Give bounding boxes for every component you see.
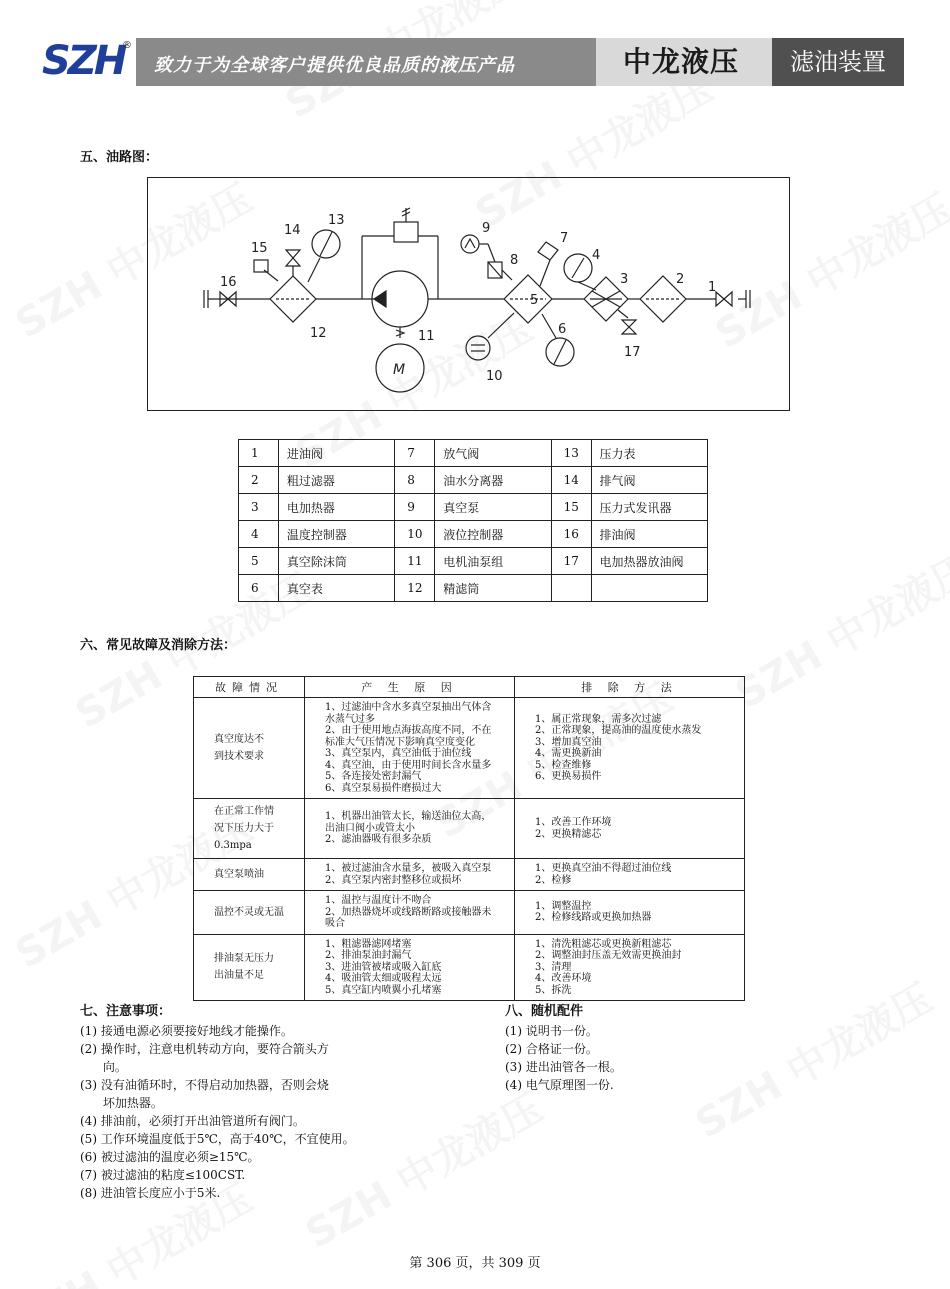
- accessory-item: (3) 进出油管各一根。: [505, 1060, 622, 1074]
- fault-header-symptom: 故障情况: [194, 677, 305, 698]
- fault-row: [194, 891, 745, 935]
- diagram-label-15: 15: [251, 241, 268, 256]
- fault-cause-line: 5、真空缸内喷翼小孔堵塞: [325, 984, 442, 996]
- legend-label: 真空表: [278, 575, 394, 602]
- legend-number: 8: [395, 467, 435, 494]
- legend-label: 真空除沫筒: [278, 548, 394, 575]
- fault-symptom-line: 况下压力大于: [214, 823, 274, 834]
- note-item: 向。: [80, 1060, 127, 1074]
- diagram-label-4: 4: [592, 248, 601, 263]
- legend-number: 2: [239, 467, 279, 494]
- fault-symptom: [194, 934, 305, 1001]
- legend-row: [239, 440, 708, 467]
- legend-label: 排气阀: [591, 467, 707, 494]
- fault-fix: [515, 891, 745, 935]
- fault-cause-line: 4、吸油管太细或吸程太远: [325, 973, 442, 984]
- legend-number: 9: [395, 494, 435, 521]
- fault-header-cause: 产 生 原 因: [305, 677, 515, 698]
- company-name: 中龙液压: [596, 38, 766, 86]
- fault-fix-line: 1、属正常现象，需多次过滤: [535, 713, 662, 725]
- note-item: (3) 没有油循环时，不得启动加热器，否则会烧: [80, 1078, 329, 1092]
- fault-row: [194, 859, 745, 891]
- header-banner: [136, 38, 904, 86]
- diagram-label-7: 7: [560, 231, 569, 246]
- circuit-svg: [148, 178, 791, 412]
- note-item: (6) 被过滤油的温度必须≥15℃。: [80, 1150, 260, 1164]
- diagram-label-10: 10: [486, 369, 503, 384]
- legend-label: 放气阀: [435, 440, 551, 467]
- legend-label: 温度控制器: [278, 521, 394, 548]
- fault-cause-line: 2、排油泵油封漏气: [325, 950, 412, 961]
- logo-text: SZH: [42, 38, 125, 84]
- accessory-item: (2) 合格证一份。: [505, 1042, 598, 1056]
- legend-label: 液位控制器: [435, 521, 551, 548]
- notes-list: [80, 1022, 410, 1202]
- fault-cause: [305, 698, 515, 799]
- page-footer: 第 306 页，共 309 页: [409, 1256, 541, 1271]
- diagram-label-3: 3: [620, 272, 629, 287]
- fault-cause-line: 3、进油管被堵或吸入缸底: [325, 961, 442, 973]
- legend-label: 电加热器放油阀: [591, 548, 707, 575]
- fault-fix-line: 5、检查维修: [535, 759, 592, 771]
- fault-cause: [305, 799, 515, 859]
- fault-cause: [305, 859, 515, 891]
- legend-label: 电加热器: [278, 494, 394, 521]
- legend-number: 5: [239, 548, 279, 575]
- fault-cause: [305, 934, 515, 1001]
- diagram-label-2: 2: [676, 272, 685, 287]
- fault-cause-line: 1、机器出油管太长，输送油位太高，: [325, 811, 492, 823]
- legend-number: 14: [551, 467, 591, 494]
- fault-symptom-line: 在正常工作情: [214, 806, 274, 817]
- company-logo: [42, 38, 132, 88]
- section-name: 滤油装置: [772, 38, 904, 86]
- fault-fix-line: 1、更换真空油不得超过油位线: [535, 863, 672, 874]
- fault-fix-line: 2、更换精滤芯: [535, 828, 602, 840]
- accessory-item: (1) 说明书一份。: [505, 1024, 598, 1038]
- diagram-label-13: 13: [328, 213, 345, 228]
- diagram-label-1: 1: [708, 280, 717, 295]
- fault-fix-line: 2、调整油封压盖无效需更换油封: [535, 950, 682, 961]
- fault-symptom-line: 出油量不足: [214, 970, 264, 982]
- fault-fix: [515, 859, 745, 891]
- legend-number: 1: [239, 440, 279, 467]
- fault-cause-line: 4、真空油，由于使用时间长含水量多: [325, 759, 492, 771]
- legend-row: [239, 467, 708, 494]
- legend-number: 12: [395, 575, 435, 602]
- fault-cause: [305, 891, 515, 935]
- fault-cause-line: 标准大气压情况下影响真空度变化: [325, 736, 475, 748]
- fault-fix-line: 1、改善工作环境: [535, 817, 612, 828]
- legend-number: 3: [239, 494, 279, 521]
- fault-symptom-line: 0.3mpa: [214, 840, 252, 851]
- fault-symptom-line: 排油泵无压力: [214, 953, 274, 965]
- note-item: (1) 接通电源必须要接好地线才能操作。: [80, 1024, 293, 1038]
- motor-label: M: [393, 362, 406, 378]
- note-item: 坏加热器。: [80, 1096, 163, 1110]
- fault-fix-line: 4、需更换新油: [535, 748, 602, 759]
- legend-number: 15: [551, 494, 591, 521]
- fault-cause-line: 2、加热器烧坏或线路断路或接触器未: [325, 906, 492, 918]
- diagram-label-14: 14: [284, 223, 301, 238]
- diagram-label-12: 12: [310, 326, 327, 341]
- section-title-faults: 六、常见故障及消除方法：: [80, 638, 237, 653]
- legend-label: 电机油泵组: [435, 548, 551, 575]
- legend-number: 4: [239, 521, 279, 548]
- legend-label: 进油阀: [278, 440, 394, 467]
- diagram-label-11: 11: [418, 329, 435, 344]
- legend-number: 11: [395, 548, 435, 575]
- fault-symptom: [194, 799, 305, 859]
- accessories-list: [505, 1022, 755, 1094]
- fault-fix-line: 2、检修: [535, 874, 572, 886]
- legend-label: [591, 575, 707, 602]
- diagram-label-17: 17: [624, 345, 641, 360]
- legend-label: 排油阀: [591, 521, 707, 548]
- fault-fix-line: 3、清理: [535, 961, 572, 973]
- section-title-notes: 七、注意事项：: [80, 1004, 172, 1019]
- fault-fix-line: 2、检修线路或更换加热器: [535, 912, 652, 924]
- fault-fix: [515, 698, 745, 799]
- legend-label: 精滤筒: [435, 575, 551, 602]
- fault-cause-line: 3、真空泵内，真空油低于油位线: [325, 748, 472, 759]
- fault-fix-line: 5、拆洗: [535, 984, 572, 996]
- legend-row: [239, 548, 708, 575]
- fault-cause-line: 吸合: [325, 918, 345, 929]
- fault-symptom-line: 真空泵喷油: [214, 869, 264, 880]
- legend-number: 16: [551, 521, 591, 548]
- diagram-label-16: 16: [220, 275, 237, 290]
- fault-cause-line: 6、真空泵易损件磨损过大: [325, 782, 442, 794]
- note-item: (8) 进油管长度应小于5米.: [80, 1186, 221, 1200]
- fault-row: [194, 799, 745, 859]
- diagram-label-8: 8: [510, 253, 519, 268]
- legend-label: 真空泵: [435, 494, 551, 521]
- fault-symptom: [194, 859, 305, 891]
- note-item: (2) 操作时，注意电机转动方向，要符合箭头方: [80, 1042, 329, 1056]
- fault-cause-line: 1、粗滤器滤网堵塞: [325, 938, 412, 950]
- fault-symptom-line: 温控不灵或无温: [214, 906, 284, 918]
- fault-table: [193, 676, 745, 1001]
- fault-header-fix: 排 除 方 法: [515, 677, 745, 698]
- legend-label: 压力式发讯器: [591, 494, 707, 521]
- legend-number: 7: [395, 440, 435, 467]
- legend-label: 粗过滤器: [278, 467, 394, 494]
- section-title-accessories: 八、随机配件: [505, 1004, 584, 1019]
- fault-cause-line: 1、过滤油中含水多真空泵抽出气体含: [325, 702, 492, 713]
- note-item: (4) 排油前，必须打开出油管道所有阀门。: [80, 1114, 305, 1128]
- legend-number: 17: [551, 548, 591, 575]
- legend-label: 油水分离器: [435, 467, 551, 494]
- fault-cause-line: 1、温控与温度计不吻合: [325, 895, 432, 906]
- legend-label: 压力表: [591, 440, 707, 467]
- fault-row: [194, 934, 745, 1001]
- fault-symptom: [194, 891, 305, 935]
- legend-row: [239, 521, 708, 548]
- slogan: 致力于为全球客户提供优良品质的液压产品: [154, 55, 515, 76]
- diagram-label-6: 6: [558, 322, 567, 337]
- legend-number: [551, 575, 591, 602]
- legend-number: 13: [551, 440, 591, 467]
- fault-fix-line: 2、正常现象，提高油的温度使水蒸发: [535, 725, 702, 736]
- fault-cause-line: 5、各连接处密封漏气: [325, 771, 422, 782]
- fault-cause-line: 水蒸气过多: [325, 713, 375, 725]
- fault-fix: [515, 934, 745, 1001]
- section-title-oil-circuit: 五、油路图：: [80, 150, 159, 165]
- fault-symptom: [194, 698, 305, 799]
- fault-row: [194, 698, 745, 799]
- legend-number: 6: [239, 575, 279, 602]
- fault-fix-line: 1、调整温控: [535, 900, 592, 912]
- legend-row: [239, 494, 708, 521]
- fault-cause-line: 出油口阀小或管太小: [325, 822, 415, 834]
- note-item: (5) 工作环境温度低于5℃，高于40℃，不宜使用。: [80, 1132, 355, 1146]
- registered-mark: ®: [122, 40, 132, 51]
- accessory-item: (4) 电气原理图一份.: [505, 1078, 614, 1092]
- fault-cause-line: 2、由于使用地点海拔高度不同，不在: [325, 725, 492, 736]
- watermark: [724, 538, 950, 720]
- fault-fix-line: 4、改善环境: [535, 973, 592, 984]
- fault-fix-line: 1、清洗粗滤芯或更换新粗滤芯: [535, 938, 672, 950]
- fault-cause-line: 2、滤油器吸有很多杂质: [325, 834, 432, 846]
- fault-fix-line: 3、增加真空油: [535, 736, 602, 748]
- legend-row: [239, 575, 708, 602]
- fault-fix-line: 6、更换易损件: [535, 771, 602, 782]
- fault-cause-line: 1、被过滤油含水量多，被吸入真空泵: [325, 863, 492, 874]
- note-item: (7) 被过滤油的粘度≤100CST.: [80, 1168, 246, 1182]
- diagram-label-9: 9: [482, 221, 491, 236]
- legend-number: 10: [395, 521, 435, 548]
- fault-fix: [515, 799, 745, 859]
- fault-symptom-line: 到技术要求: [214, 751, 264, 762]
- fault-cause-line: 2、真空泵内密封整移位或损坏: [325, 874, 462, 886]
- fault-symptom-line: 真空度达不: [214, 734, 264, 745]
- diagram-label-5: 5: [530, 293, 539, 308]
- oil-circuit-diagram: [147, 177, 790, 411]
- legend-table: [238, 439, 708, 602]
